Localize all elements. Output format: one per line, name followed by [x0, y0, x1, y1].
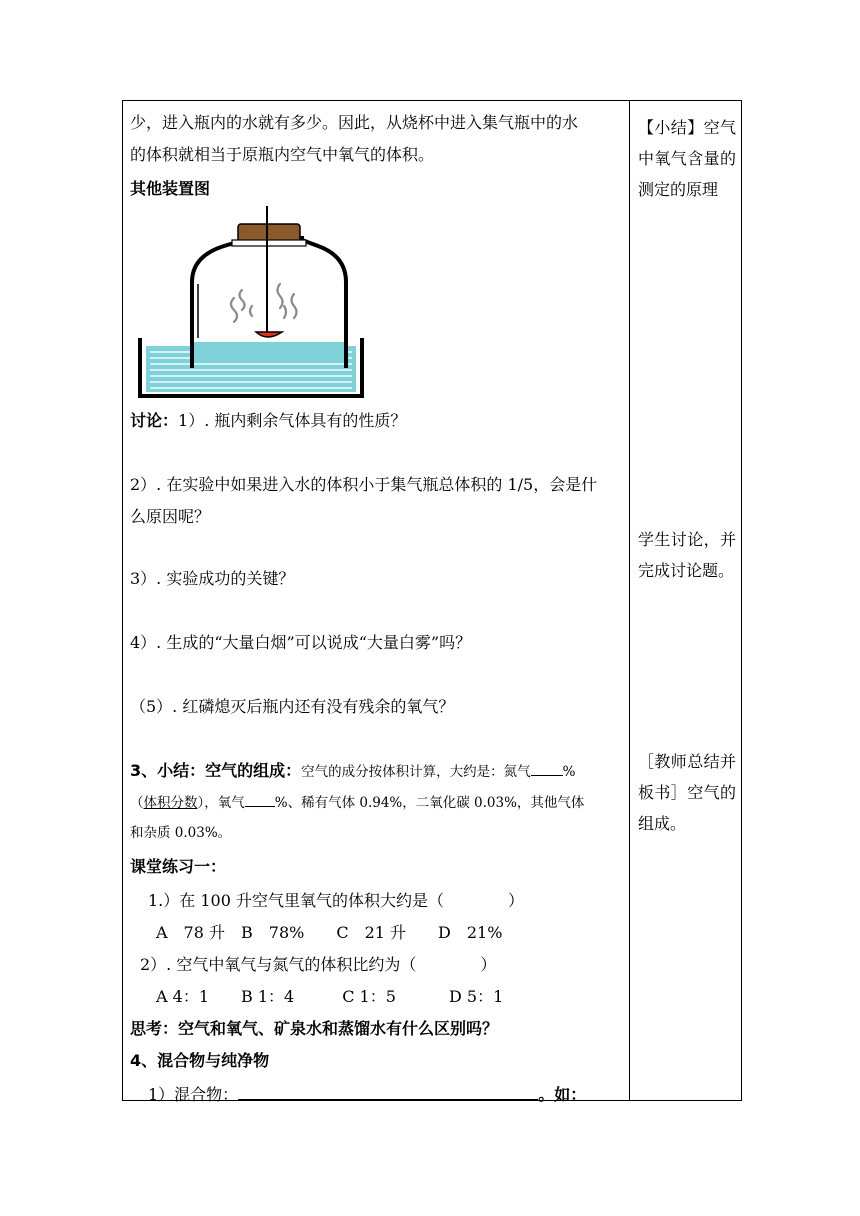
mixture-definition: 1）混合物： 。如： [148, 1085, 587, 1104]
discussion-q5: （5）. 红磷熄灭后瓶内还有没有残余的氧气？ [130, 697, 455, 716]
other-devices-heading: 其他装置图 [130, 179, 211, 198]
side-note-teacher: ［教师总结并板书］空气的组成。 [638, 752, 736, 833]
fill-blank[interactable] [238, 1085, 538, 1100]
paragraph-line: 少，进入瓶内的水就有多少。因此，从烧杯中进入集气瓶中的水 [130, 113, 579, 132]
paragraph-line: 的体积就相当于原瓶内空气中氧气的体积。 [130, 145, 435, 164]
summary-line: 和杂质 0.03%。 [130, 825, 232, 841]
discussion-q2-line: 么原因呢？ [130, 507, 211, 526]
discussion-q2-line: 2）. 在实验中如果进入水的体积小于集气瓶总体积的 1/5，会是什 [130, 475, 598, 494]
exercise-question: 2）. 空气中氧气与氮气的体积比约为（ ） [140, 955, 497, 974]
summary-line: （体积分数），氧气 %、稀有气体 0.94%，二氧化碳 0.03%，其他气体 [130, 788, 584, 818]
exercise-options: A 4：1 B 1：4 C 1：5 D 5：1 [156, 987, 504, 1006]
fill-blank[interactable] [245, 792, 275, 807]
cork [238, 224, 300, 242]
exercise-options: A 78 升 B 78% C 21 升 D 21% [156, 923, 503, 942]
discussion-q4: 4）. 生成的“大量白烟”可以说成“大量白雾”吗？ [130, 633, 472, 652]
section-heading: 4、混合物与纯净物 [130, 1051, 270, 1070]
think-question: 思考：空气和氧气、矿泉水和蒸馏水有什么区别吗？ [130, 1019, 499, 1038]
fill-blank[interactable] [531, 761, 563, 776]
side-note-summary: 【小结】空气中氧气含量的测定的原理 [638, 118, 736, 199]
column-divider [629, 100, 630, 1101]
summary-line: 3、小结：空气的组成：空气的成分按体积计算，大约是：氮气 % [130, 761, 576, 780]
exercise-question: 1.）在 100 升空气里氧气的体积大约是（ ） [148, 891, 524, 910]
discussion-q3: 3）. 实验成功的关键？ [130, 569, 295, 588]
bottle-water [192, 342, 344, 362]
apparatus-figure [134, 202, 366, 398]
combustion-spoon [256, 332, 282, 337]
side-note-discussion: 学生讨论，并完成讨论题。 [638, 530, 736, 580]
discussion-q1: 讨论：1）. 瓶内剩余气体具有的性质？ [130, 411, 407, 430]
exercise-heading: 课堂练习一： [130, 857, 227, 876]
